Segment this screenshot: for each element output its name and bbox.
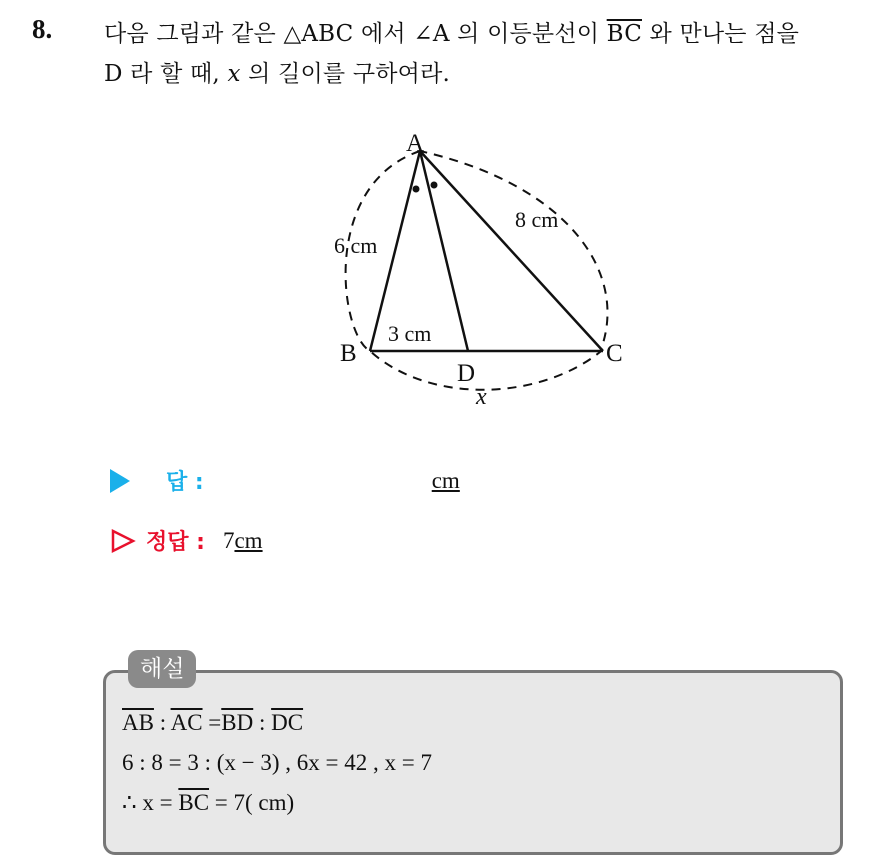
- explanation-tag: 해설: [128, 650, 196, 688]
- circumcircle-arc: [346, 151, 608, 390]
- segment-bc: $\overline{BC}$: [606, 21, 642, 47]
- explanation-line-2: 6 : 8 = 3 : (x − 3) , 6x = 42 , x = 7: [122, 750, 432, 775]
- correct-answer-unit: cm: [234, 527, 263, 553]
- label-ac: 8 cm: [515, 207, 559, 232]
- angle-mark-2: [431, 182, 438, 189]
- point-d-label: D: [457, 360, 476, 387]
- label-bc-x: x: [476, 384, 487, 410]
- segment-dc: $\overline{DC}$: [271, 710, 304, 735]
- correct-answer-label: 정답 :: [146, 530, 205, 555]
- question-text-line2-a: D 라 할 때,: [104, 61, 228, 87]
- angle-mark-1: [413, 186, 420, 193]
- outline-triangle-icon: [110, 528, 136, 554]
- label-bd: 3 cm: [388, 321, 432, 346]
- explanation-line-3: [122, 790, 294, 816]
- therefore-prefix: ∴ x =: [122, 790, 179, 815]
- question-text-line2-b: 의 길이를 구하여라.: [240, 61, 451, 87]
- result-suffix: = 7( cm): [209, 790, 295, 815]
- segment-ab: $\overline{AB}$: [122, 710, 154, 735]
- variable-x: x: [227, 61, 241, 87]
- equals-sign: =: [202, 710, 222, 735]
- question-number: 8.: [32, 14, 53, 44]
- answer-row: [110, 465, 460, 496]
- ratio-sep-2: :: [253, 710, 272, 735]
- question-text-part2: 와 만나는 점을: [642, 21, 800, 47]
- question-text-part1: 다음 그림과 같은 △ABC 에서 ∠A 의 이등분선이: [104, 21, 607, 47]
- ratio-sep-1: :: [153, 710, 171, 735]
- vertex-b-label: B: [340, 340, 357, 367]
- segment-bc-result: $\overline{BC}$: [178, 790, 210, 815]
- correct-answer-row: [110, 525, 263, 556]
- side-ac: [420, 151, 603, 351]
- correct-answer-value: 7: [222, 527, 235, 553]
- question-text: [104, 14, 874, 94]
- label-ab: 6 cm: [334, 233, 378, 258]
- answer-unit: cm: [431, 467, 460, 493]
- vertex-c-label: C: [606, 340, 623, 367]
- segment-ac: $\overline{AC}$: [170, 710, 203, 735]
- explanation-line-1: [122, 710, 303, 736]
- segment-bd: $\overline{BD}$: [221, 710, 254, 735]
- triangle-figure: [300, 115, 660, 420]
- play-triangle-icon: [110, 469, 130, 493]
- vertex-a-label: A: [406, 130, 425, 157]
- answer-label: 답 :: [166, 470, 204, 495]
